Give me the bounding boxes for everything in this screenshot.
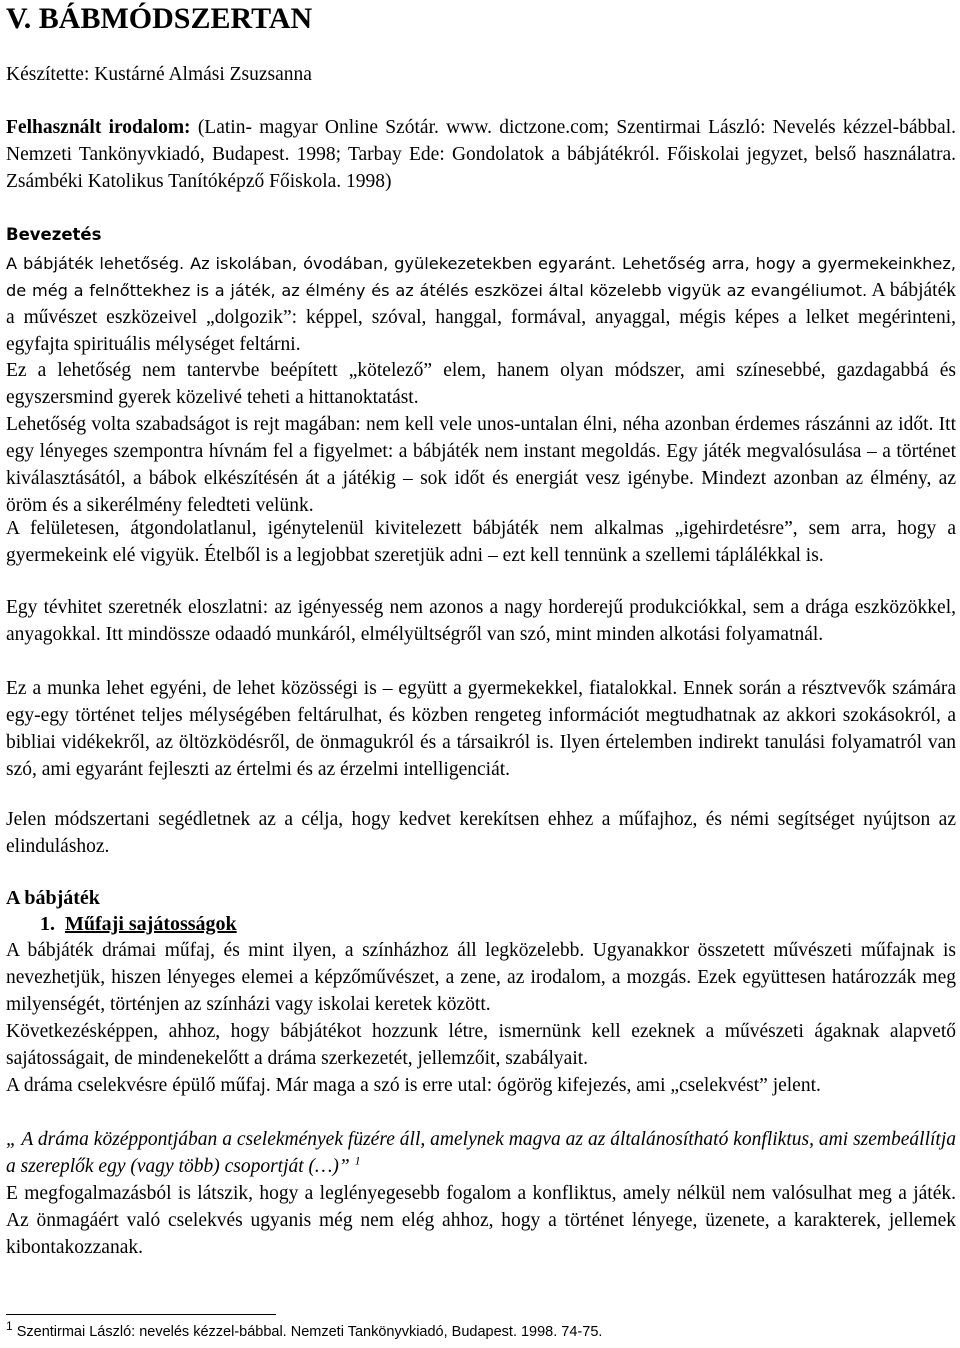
section-heading: A bábjáték [6,887,100,909]
literature-paragraph [6,114,956,195]
footnote-reference[interactable]: 1 [354,1153,361,1168]
page-title: V. BÁBMÓDSZERTAN [6,2,313,35]
intro-heading: Bevezetés [6,225,102,244]
intro-paragraph-2: Ez a lehetőség nem tantervbe beépített „kötelező” elem, hanem olyan módszer, ami színesebbé, gazdagabbá és egyszersmind gyerek közelivé teheti a hittanoktatást. [6,360,956,408]
section-paragraph-4: E megfogalmazásból is látszik, hogy a leglényegesebb fogalom a konfliktus, amely nélkül nem valósulhat meg a játék. Az önmagáért való cselekvés ugyanis még nem elég ahhoz, hogy a történet lényege, üzenete, a karakterek, jellemek kibontakozzanak. [6,1183,956,1258]
intro-paragraph-1 [6,250,956,358]
footnote-text: Szentirmai László: nevelés kézzel-bábbal. Nemzeti Tankönyvkiadó, Budapest. 1998. 74-75. [12,1324,603,1340]
intro-paragraph-1-serif: A bábjáték a művészet eszközeivel „dolgozik”: képpel, szóval, hanggal, formával, anyaggal, mégis képes a lelket megérinteni, egyfajta spirituális mélységet feltárni. [6,280,956,355]
footnote-divider [6,1314,276,1315]
intro-paragraph-6: Ez a munka lehet egyéni, de lehet közösségi is – együtt a gyermekekkel, fiatalokkal. Ennek során a résztvevők számára egy-egy történet teljes mélységében feltárulhat, és közben rengeteg információt megtudhatnak az akkori szokásokról, a bibliai vidékekről, az öltözködésről, de önmagukról és a társaikról is. Ilyen értelemben indirekt tanulási folyamatról van szó, ami egyaránt fejleszti az értelmi és az érzelmi intelligenciát. [6,678,956,780]
subsection-heading [40,912,237,936]
section-paragraph-1: A bábjáték drámai műfaj, és mint ilyen, a színházhoz áll legközelebb. Ugyanakkor összetett művészeti műfajnak is nevezhetjük, hiszen lényeges elemei a képzőművészet, a zene, az irodalom, a mozgás. Ezek együttesen határozzák meg milyenségét, történjen az színházi vagy iskolai keretek között. [6,940,956,1015]
intro-paragraph-3: Lehetőség volta szabadságot is rejt magában: nem kell vele unos-untalan élni, néha azonban érdemes rászánni az időt. Itt egy lényeges szempontra hívnám fel a figyelmet: a bábjáték nem instant megoldás. Egy játék megvalósulása – a történet kiválasztásától, a bábok elkészítésén át a játékig – sok időt és energiát vesz igénybe. Mindezt azonban az élmény, az öröm és a sikerélmény feledteti velünk. [6,414,956,516]
literature-text: (Latin- magyar Online Szótár. www. dictzone.com; Szentirmai László: Nevelés kézzel-bábbal. Nemzeti Tankönyvkiadó, Budapest. 1998; Tarbay Ede: Gondolatok a bábjátékról. Főiskolai jegyzet, belső használatra. Zsámbéki Katolikus Tanítóképző Főiskola. 1998) [6,117,956,192]
section-paragraph-3: A dráma cselekvésre épülő műfaj. Már maga a szó is erre utal: ógörög kifejezés, ami „cselekvést” jelent. [6,1075,821,1096]
footnote-mark: 1 [6,1319,13,1334]
footnote [6,1319,603,1342]
author-line: Készítette: Kustárné Almási Zsuzsanna [6,64,312,85]
quote-text: „ A dráma középpontjában a cselekmények füzére áll, amelynek magva az az általánosítható konfliktus, ami szembeállítja a szereplők egy (vagy több) csoportját (…)” [6,1129,956,1177]
intro-paragraph-4: A felületesen, átgondolatlanul, igénytelenül kivitelezett bábjáték nem alkalmas „igehirdetésre”, sem arra, hogy a gyermekeink elé vigyük. Ételből is a legjobbat szeretjük adni – ezt kell tennünk a szellemi táplálékkal is. [6,518,956,566]
quote-paragraph [6,1126,956,1180]
intro-paragraph-7: Jelen módszertani segédletnek az a célja, hogy kedvet kerekítsen ehhez a műfajhoz, és némi segítséget nyújtson az elinduláshoz. [6,809,956,857]
literature-label: Felhasznált irodalom: [6,117,191,138]
section-paragraph-2: Következésképpen, ahhoz, hogy bábjátékot hozzunk létre, ismernünk kell ezeknek a művészeti ágaknak alapvető sajátosságait, de mindenekelőtt a dráma szerkezetét, jellemzőit, szabályait. [6,1021,956,1069]
subsection-number: 1. [40,913,55,935]
intro-paragraph-1-sans: A bábjáték lehetőség. Az iskolában, óvodában, gyülekezetekben egyaránt. Lehetőség arra, hogy a gyermekeinkhez, de még a felnőttekhez is a játék, az élmény és az átélés eszközei által közelebb vigyük az evangéliumot. [6,254,956,300]
intro-paragraph-5: Egy tévhitet szeretnék eloszlatni: az igényesség nem azonos a nagy horderejű produkciókkal, sem a drága eszközökkel, anyagokkal. Itt mindössze odaadó munkáról, elmélyültségről van szó, mint minden alkotási folyamatnál. [6,597,956,645]
subsection-title: Műfaji sajátosságok [65,913,237,935]
